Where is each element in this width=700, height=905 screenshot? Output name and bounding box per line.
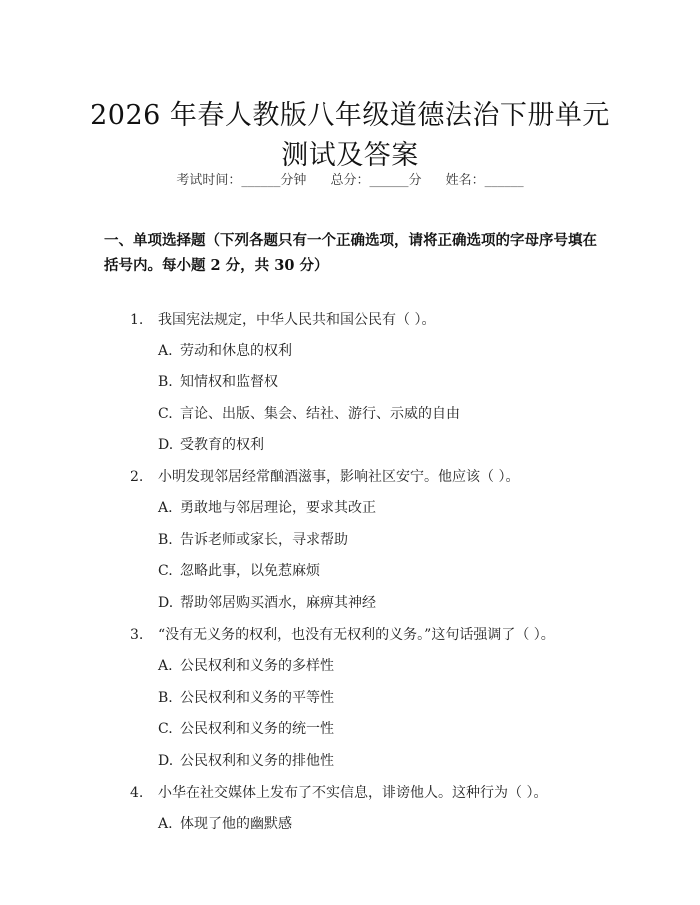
- option-letter: D.: [158, 595, 174, 611]
- option-letter: A.: [158, 500, 173, 516]
- question-2: [130, 467, 519, 487]
- question-stem: 小华在社交媒体上发布了不实信息，诽谤他人。这种行为（ ）。: [158, 785, 548, 801]
- option-4a: [158, 814, 292, 834]
- option-text: 体现了他的幽默感: [180, 816, 292, 832]
- question-number: 1.: [130, 312, 144, 328]
- question-stem: 小明发现邻居经常酗酒滋事，影响社区安宁。他应该（ ）。: [158, 469, 520, 485]
- option-letter: D.: [158, 437, 174, 453]
- option-2a: [158, 498, 376, 518]
- option-letter: A.: [158, 343, 173, 359]
- option-1c: [158, 404, 460, 424]
- option-3b: [158, 688, 334, 708]
- exam-name: 姓名：______: [445, 173, 524, 188]
- option-letter: C.: [158, 563, 173, 579]
- option-text: 公民权利和义务的平等性: [180, 690, 334, 706]
- option-text: 公民权利和义务的统一性: [180, 721, 334, 737]
- option-2c: [158, 561, 320, 581]
- document-title: 2026 年春人教版八年级道德法治下册单元测试及答案: [90, 100, 610, 172]
- question-1: [130, 310, 435, 330]
- option-3c: [158, 719, 334, 739]
- option-text: 忽略此事，以免惹麻烦: [180, 563, 320, 579]
- question-number: 3.: [130, 627, 144, 643]
- exam-meta: [0, 169, 700, 188]
- option-letter: B.: [158, 374, 173, 390]
- option-1a: [158, 341, 292, 361]
- option-text: 帮助邻居购买酒水，麻痹其神经: [180, 595, 376, 611]
- option-3d: [158, 751, 334, 771]
- question-stem: 我国宪法规定，中华人民共和国公民有（ ）。: [158, 312, 436, 328]
- option-text: 言论、出版、集会、结社、游行、示威的自由: [180, 406, 460, 422]
- option-text: 告诉老师或家长，寻求帮助: [180, 532, 348, 548]
- option-letter: B.: [158, 532, 173, 548]
- exam-score: 总分：______分: [330, 173, 422, 188]
- option-2b: [158, 530, 348, 550]
- question-number: 4.: [130, 785, 144, 801]
- question-number: 2.: [130, 469, 144, 485]
- option-text: 受教育的权利: [180, 437, 264, 453]
- question-stem: “没有无义务的权利，也没有无权利的义务。”这句话强调了（ ）。: [158, 627, 555, 643]
- option-letter: A.: [158, 816, 173, 832]
- question-4: [130, 783, 547, 803]
- option-1b: [158, 372, 278, 392]
- option-text: 公民权利和义务的多样性: [180, 658, 334, 674]
- option-text: 知情权和监督权: [180, 374, 278, 390]
- section-heading: 一、单项选择题（下列各题只有一个正确选项，请将正确选项的字母序号填在括号内。每小题 2 分，共 30 分）: [104, 232, 597, 274]
- option-letter: D.: [158, 753, 174, 769]
- option-letter: A.: [158, 658, 173, 674]
- option-letter: C.: [158, 406, 173, 422]
- option-3a: [158, 656, 334, 676]
- option-text: 公民权利和义务的排他性: [180, 753, 334, 769]
- option-1d: [158, 435, 264, 455]
- option-text: 劳动和休息的权利: [180, 343, 292, 359]
- option-text: 勇敢地与邻居理论，要求其改正: [180, 500, 376, 516]
- option-letter: B.: [158, 690, 173, 706]
- question-3: [130, 625, 555, 645]
- option-letter: C.: [158, 721, 173, 737]
- option-2d: [158, 593, 376, 613]
- exam-time: 考试时间：______分钟: [176, 173, 307, 188]
